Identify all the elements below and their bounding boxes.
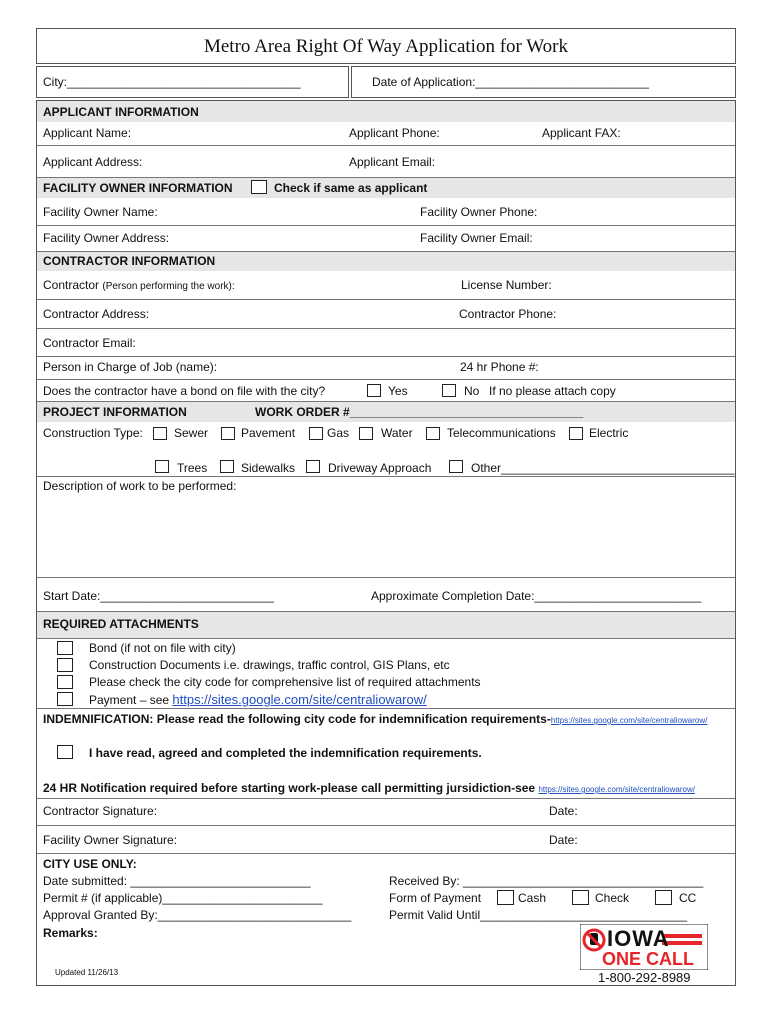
check-payment-label: Check: [595, 891, 630, 905]
gas-label: Gas: [327, 426, 350, 440]
notification-line: [43, 781, 695, 795]
description-label: Description of work to be performed:: [43, 479, 237, 493]
bond-yes-label: Yes: [388, 384, 408, 398]
pavement-checkbox[interactable]: [221, 427, 235, 440]
bond-no-note: If no please attach copy: [489, 384, 616, 398]
payment-line: [89, 692, 427, 707]
construction-type-label: Construction Type:: [43, 426, 143, 440]
iowa-one-call-phone: 1-800-292-8989: [598, 970, 691, 985]
applicant-header: APPLICANT INFORMATION: [43, 105, 199, 119]
indemnification-agree-checkbox[interactable]: [57, 745, 73, 759]
cc-checkbox[interactable]: [655, 890, 672, 905]
indemnification-line: [43, 712, 707, 726]
applicant-name-field[interactable]: Applicant Name:: [43, 126, 132, 140]
city-field[interactable]: City:___________________________________: [43, 75, 301, 89]
contractor-field[interactable]: [43, 278, 235, 292]
applicant-phone-field[interactable]: Applicant Phone:: [349, 126, 440, 140]
form-of-payment-label: Form of Payment: [389, 891, 482, 905]
payment-label: Payment – see: [89, 693, 173, 707]
water-checkbox[interactable]: [359, 427, 373, 440]
updated-note: Updated 11/26/13: [55, 968, 119, 977]
notification-link[interactable]: https://sites.google.com/site/centraliowarow/: [538, 785, 695, 794]
same-as-applicant-checkbox[interactable]: [251, 180, 267, 194]
applicant-fax-field[interactable]: Applicant FAX:: [542, 126, 621, 140]
sewer-label: Sewer: [174, 426, 209, 440]
phone-24hr-field[interactable]: 24 hr Phone #:: [460, 360, 539, 374]
check-code-checkbox[interactable]: [57, 675, 73, 689]
bond-yes-checkbox[interactable]: [367, 384, 381, 397]
person-in-charge-field[interactable]: Person in Charge of Job (name):: [43, 360, 218, 374]
gas-checkbox[interactable]: [309, 427, 323, 440]
facility-owner-address-field[interactable]: Facility Owner Address:: [43, 231, 170, 245]
same-as-applicant-label: Check if same as applicant: [274, 181, 428, 195]
contractor-email-field[interactable]: Contractor Email:: [43, 336, 136, 350]
applicant-address-field[interactable]: Applicant Address:: [43, 155, 143, 169]
iowa-one-call-logo: [580, 924, 708, 970]
title-box: [36, 28, 736, 64]
bond-attachment-checkbox[interactable]: [57, 641, 73, 655]
construction-docs-checkbox[interactable]: [57, 658, 73, 672]
form-title: Metro Area Right Of Way Application for Work: [203, 36, 569, 57]
owner-date-field[interactable]: Date:: [549, 833, 578, 847]
indemnification-agree-label: I have read, agreed and completed the indemnification requirements.: [89, 746, 482, 760]
permit-valid-field[interactable]: Permit Valid Until_______________________________: [389, 908, 688, 922]
cash-label: Cash: [518, 891, 547, 905]
logo-text-top: IOWA: [607, 926, 670, 951]
sidewalks-label: Sidewalks: [241, 461, 296, 475]
indemnification-link[interactable]: https://sites.google.com/site/centraliowarow/: [550, 716, 708, 725]
sewer-checkbox[interactable]: [153, 427, 167, 440]
description-area[interactable]: [37, 493, 735, 577]
check-payment-checkbox[interactable]: [572, 890, 589, 905]
electric-label: Electric: [589, 426, 629, 440]
remarks-label: Remarks:: [43, 926, 98, 940]
driveway-approach-label: Driveway Approach: [328, 461, 432, 475]
telecommunications-checkbox[interactable]: [426, 427, 440, 440]
received-by-field[interactable]: Received By: ____________________________________: [389, 874, 704, 888]
approval-granted-field[interactable]: Approval Granted By:_____________________________: [43, 908, 352, 922]
contractor-note: (Person performing the work):: [102, 281, 235, 292]
trees-label: Trees: [177, 461, 208, 475]
bond-no-label: No: [464, 384, 480, 398]
owner-signature-field[interactable]: Facility Owner Signature:: [43, 833, 178, 847]
main-form: [36, 100, 736, 986]
city-box: [36, 66, 349, 98]
contractor-phone-field[interactable]: Contractor Phone:: [459, 307, 557, 321]
indemnification-header: INDEMNIFICATION: Please read the following city code for indemnification requirements-: [43, 712, 551, 726]
construction-docs-label: Construction Documents i.e. drawings, traffic control, GIS Plans, etc: [89, 658, 450, 672]
contractor-address-field[interactable]: Contractor Address:: [43, 307, 150, 321]
date-box: [351, 66, 736, 98]
bond-question: Does the contractor have a bond on file with the city?: [43, 384, 326, 398]
start-date-field[interactable]: Start Date:__________________________: [43, 589, 274, 603]
attachments-header: REQUIRED ATTACHMENTS: [43, 617, 199, 631]
contractor-header: CONTRACTOR INFORMATION: [43, 254, 216, 268]
completion-date-field[interactable]: Approximate Completion Date:_________________________: [371, 589, 702, 603]
bond-attachment-label: Bond (if not on file with city): [89, 641, 236, 655]
electric-checkbox[interactable]: [569, 427, 583, 440]
work-order-field[interactable]: WORK ORDER #___________________________________: [255, 405, 584, 419]
other-checkbox[interactable]: [449, 460, 463, 473]
city-use-header: CITY USE ONLY:: [43, 857, 137, 871]
cc-label: CC: [679, 891, 697, 905]
bond-no-checkbox[interactable]: [442, 384, 456, 397]
applicant-email-field[interactable]: Applicant Email:: [349, 155, 436, 169]
contractor-label: Contractor: [43, 278, 100, 292]
facility-owner-phone-field[interactable]: Facility Owner Phone:: [420, 205, 538, 219]
date-submitted-field[interactable]: Date submitted: ___________________________: [43, 874, 311, 888]
logo-text-bottom: ONE CALL: [602, 949, 694, 969]
water-label: Water: [381, 426, 413, 440]
sidewalks-checkbox[interactable]: [220, 460, 234, 473]
driveway-approach-checkbox[interactable]: [306, 460, 320, 473]
license-number-field[interactable]: License Number:: [461, 278, 552, 292]
contractor-signature-field[interactable]: Contractor Signature:: [43, 804, 158, 818]
contractor-date-field[interactable]: Date:: [549, 804, 578, 818]
check-code-label: Please check the city code for comprehensive list of required attachments: [89, 675, 481, 689]
permit-number-field[interactable]: Permit # (if applicable)________________________: [43, 891, 323, 905]
payment-link[interactable]: https://sites.google.com/site/centraliowarow/: [172, 692, 427, 707]
pavement-label: Pavement: [241, 426, 296, 440]
facility-owner-header: FACILITY OWNER INFORMATION: [43, 181, 233, 195]
payment-checkbox[interactable]: [57, 692, 73, 706]
project-header: PROJECT INFORMATION: [43, 405, 187, 419]
facility-owner-name-field[interactable]: Facility Owner Name:: [43, 205, 158, 219]
telecommunications-label: Telecommunications: [447, 426, 556, 440]
other-field[interactable]: Other___________________________________: [471, 461, 735, 475]
cash-checkbox[interactable]: [497, 890, 514, 905]
facility-owner-email-field[interactable]: Facility Owner Email:: [420, 231, 533, 245]
trees-checkbox[interactable]: [155, 460, 169, 473]
date-of-application-field[interactable]: Date of Application:__________________________: [372, 75, 649, 89]
notification-text: 24 HR Notification required before starting work-please call permitting jursidiction-see: [43, 781, 539, 795]
